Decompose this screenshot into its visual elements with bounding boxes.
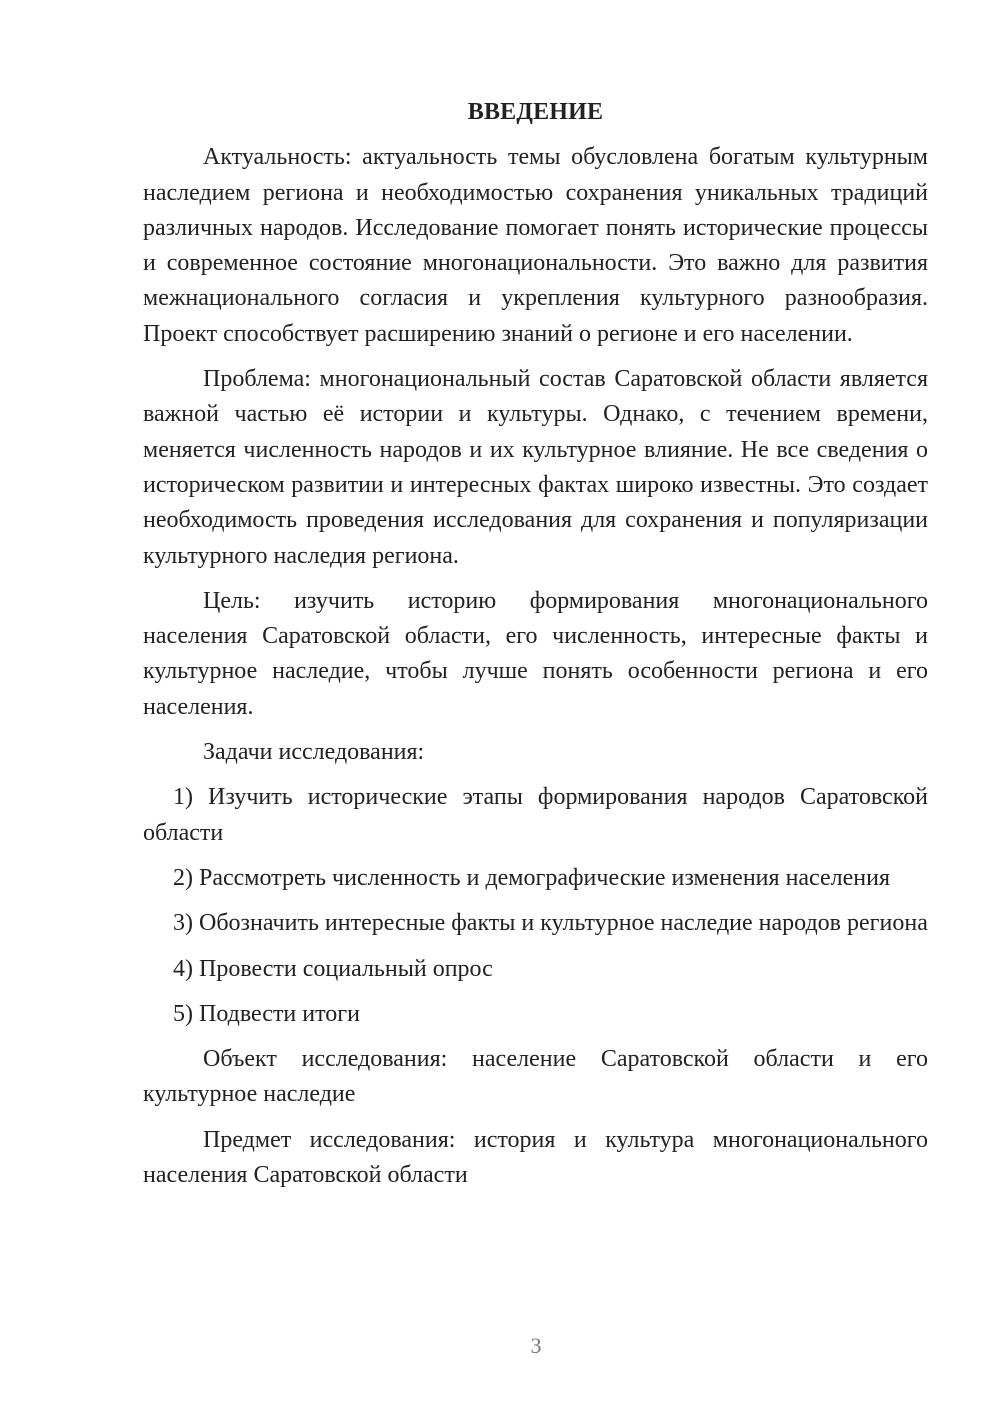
list-item: 1) Изучить исторические этапы формирования народов Саратовской области <box>143 784 928 846</box>
list-item: 2) Рассмотреть численность и демографические изменения населения <box>173 864 891 891</box>
list-item: 4) Провести социальный опрос <box>173 955 493 982</box>
tasks-heading: Задачи исследования: <box>203 739 425 766</box>
problem-paragraph: Проблема: многонациональный состав Саратовской области является важной частью её истории и культуры. Однако, с течением времени, меняется численность народов и их культурное влияние. Не все сведения о историческом развитии и интересных фактах широко известны. Это создает необходимость проведения исследования для сохранения и популяризации культурного наследия региона. <box>143 366 928 569</box>
section-title: ВВЕДЕНИЕ <box>467 99 604 125</box>
relevance-paragraph: Актуальность: актуальность темы обусловлена богатым культурным наследием региона и необходимостью сохранения уникальных традиций различных народов. Исследование помогает понять исторические процессы и современное состояние многонациональности. Это важно для развития межнационального согласия и укрепления культурного разнообразия. Проект способствует расширению знаний о регионе и его населении. <box>143 144 928 347</box>
page-number: 3 <box>530 1333 542 1358</box>
research-subject-paragraph: Предмет исследования: история и культура многонационального населения Саратовской области <box>143 1126 928 1189</box>
page-content <box>143 95 928 1203</box>
tasks-list <box>143 780 928 1032</box>
list-item: 3) Обозначить интересные факты и культурное наследие народов региона <box>173 910 928 937</box>
list-item: 5) Подвести итоги <box>173 1000 360 1027</box>
goal-paragraph: Цель: изучить историю формирования многонационального населения Саратовской области, его численность, интересные факты и культурное наследие, чтобы лучше понять особенности региона и его населения. <box>143 587 928 720</box>
research-object-paragraph: Объект исследования: население Саратовской области и его культурное наследие <box>143 1046 928 1108</box>
